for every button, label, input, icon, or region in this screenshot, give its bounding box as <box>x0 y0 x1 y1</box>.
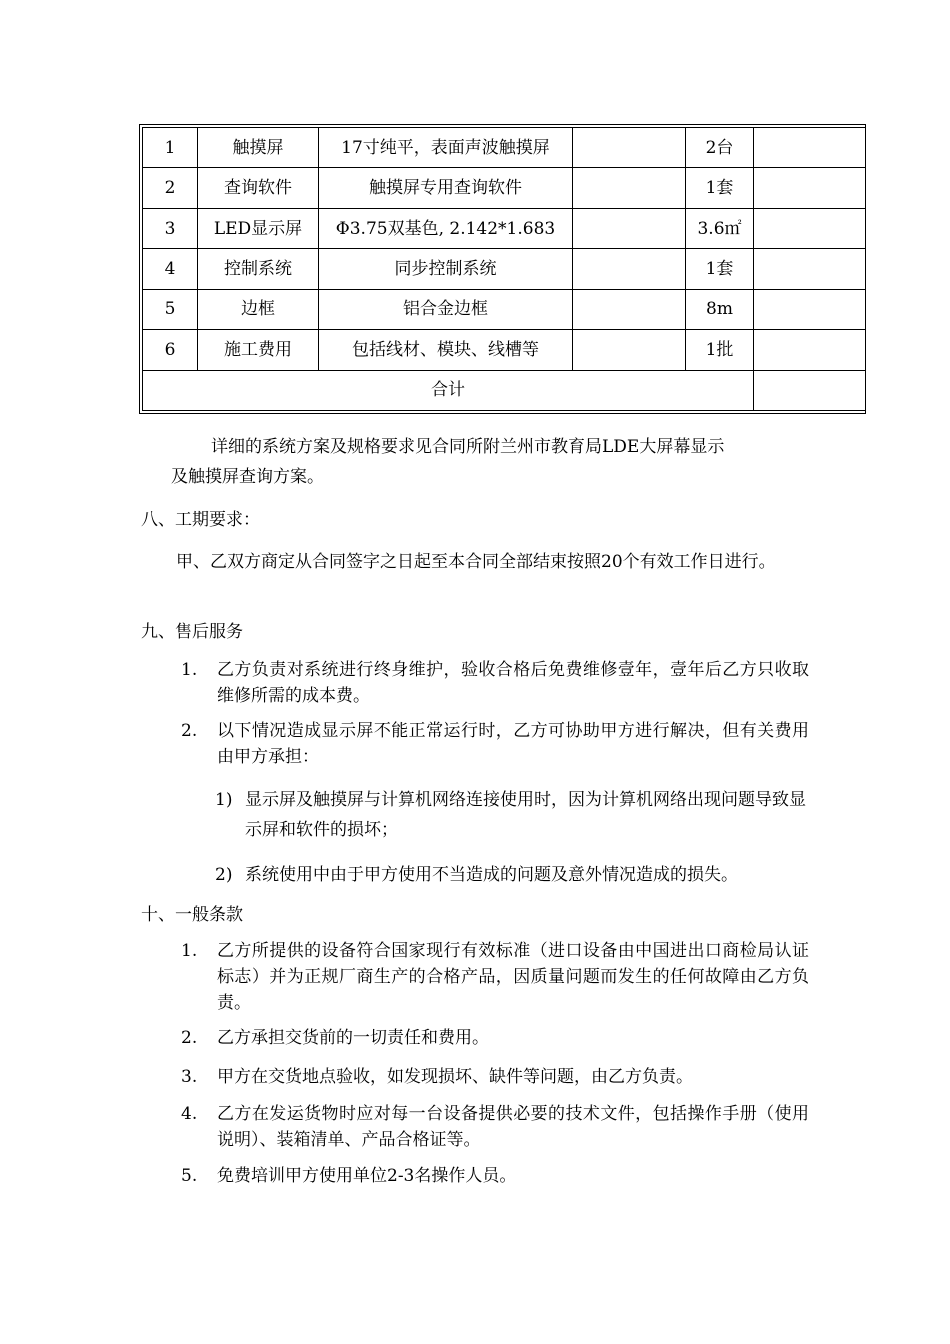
row-number: 6 <box>143 330 198 370</box>
table-row <box>143 330 866 370</box>
row-number: 3 <box>143 208 198 248</box>
list-item-number: 1. <box>181 660 198 680</box>
item-quantity: 1套 <box>686 249 754 289</box>
total-value <box>754 370 866 410</box>
sub-item-number: 2) <box>215 865 233 885</box>
note-cell <box>754 289 866 329</box>
row-number: 1 <box>143 128 198 168</box>
item-name: 控制系统 <box>198 249 319 289</box>
list-item-text: 免费培训甲方使用单位2-3名操作人员。 <box>217 1166 517 1186</box>
table-row <box>143 249 866 289</box>
blank-cell <box>573 330 686 370</box>
sub-item-text: 显示屏及触摸屏与计算机网络连接使用时，因为计算机网络出现问题导致显示屏和软件的损坏； <box>245 790 806 840</box>
list-item <box>181 1163 821 1189</box>
table-total-row <box>143 370 866 410</box>
sub-item-text: 系统使用中由于甲方使用不当造成的问题及意外情况造成的损失。 <box>245 865 738 885</box>
item-spec: 触摸屏专用查询软件 <box>319 168 573 208</box>
list-item <box>181 657 821 709</box>
list-item <box>181 938 821 1016</box>
equipment-table-grid <box>142 127 866 411</box>
section-8-heading: 八、工期要求： <box>141 510 260 530</box>
intro-line-2: 及触摸屏查询方案。 <box>171 467 324 487</box>
list-item-text: 甲方在交货地点验收，如发现损坏、缺件等问题，由乙方负责。 <box>217 1067 693 1087</box>
sub-list-item <box>215 785 815 845</box>
item-name: 施工费用 <box>198 330 319 370</box>
list-item-number: 2. <box>181 1028 198 1048</box>
list-item-text: 乙方所提供的设备符合国家现行有效标准（进口设备由中国进出口商检局认证标志）并为正规厂商生产的合格产品，因质量问题而发生的任何故障由乙方负责。 <box>217 941 809 1013</box>
list-item-text: 乙方承担交货前的一切责任和费用。 <box>217 1028 489 1048</box>
item-quantity: 1套 <box>686 168 754 208</box>
table-row <box>143 128 866 168</box>
list-item <box>181 718 821 770</box>
note-cell <box>754 330 866 370</box>
note-cell <box>754 208 866 248</box>
list-item <box>181 1025 821 1051</box>
item-name: LED显示屏 <box>198 208 319 248</box>
note-cell <box>754 168 866 208</box>
item-quantity: 3.6㎡ <box>686 208 754 248</box>
list-item-number: 1. <box>181 941 198 961</box>
equipment-table <box>139 124 866 414</box>
intro-paragraph <box>171 432 811 492</box>
row-number: 4 <box>143 249 198 289</box>
intro-line-1: 详细的系统方案及规格要求见合同所附兰州市教育局LDE大屏幕显示 <box>211 437 725 457</box>
list-item-number: 4. <box>181 1104 198 1124</box>
list-item <box>181 1101 821 1153</box>
item-quantity: 1批 <box>686 330 754 370</box>
list-item-text: 乙方在发运货物时应对每一台设备提供必要的技术文件，包括操作手册（使用说明）、装箱清单、产品合格证等。 <box>217 1104 809 1150</box>
item-name: 触摸屏 <box>198 128 319 168</box>
item-spec: 17寸纯平，表面声波触摸屏 <box>319 128 573 168</box>
section-9-heading: 九、售后服务 <box>141 622 243 642</box>
item-spec: Φ3.75双基色, 2.142*1.683 <box>319 208 573 248</box>
list-item-number: 3. <box>181 1067 198 1087</box>
blank-cell <box>573 128 686 168</box>
blank-cell <box>573 208 686 248</box>
item-spec: 包括线材、模块、线槽等 <box>319 330 573 370</box>
blank-cell <box>573 289 686 329</box>
table-row <box>143 289 866 329</box>
note-cell <box>754 128 866 168</box>
row-number: 5 <box>143 289 198 329</box>
list-item-text: 乙方负责对系统进行终身维护，验收合格后免费维修壹年，壹年后乙方只收取维修所需的成本费。 <box>217 660 809 706</box>
item-quantity: 2台 <box>686 128 754 168</box>
row-number: 2 <box>143 168 198 208</box>
section-10-heading: 十、一般条款 <box>141 905 243 925</box>
table-row <box>143 208 866 248</box>
blank-cell <box>573 249 686 289</box>
sub-list-item <box>215 860 815 890</box>
blank-cell <box>573 168 686 208</box>
list-item-text: 以下情况造成显示屏不能正常运行时，乙方可协助甲方进行解决，但有关费用由甲方承担： <box>217 721 809 767</box>
item-quantity: 8m <box>686 289 754 329</box>
item-name: 边框 <box>198 289 319 329</box>
section-8-text: 甲、乙双方商定从合同签字之日起至本合同全部结束按照20个有效工作日进行。 <box>176 552 776 572</box>
list-item-number: 2. <box>181 721 198 741</box>
item-name: 查询软件 <box>198 168 319 208</box>
total-label: 合计 <box>143 370 754 410</box>
table-row <box>143 168 866 208</box>
sub-item-number: 1) <box>215 790 233 810</box>
list-item-number: 5. <box>181 1166 198 1186</box>
item-spec: 铝合金边框 <box>319 289 573 329</box>
item-spec: 同步控制系统 <box>319 249 573 289</box>
list-item <box>181 1064 821 1090</box>
note-cell <box>754 249 866 289</box>
